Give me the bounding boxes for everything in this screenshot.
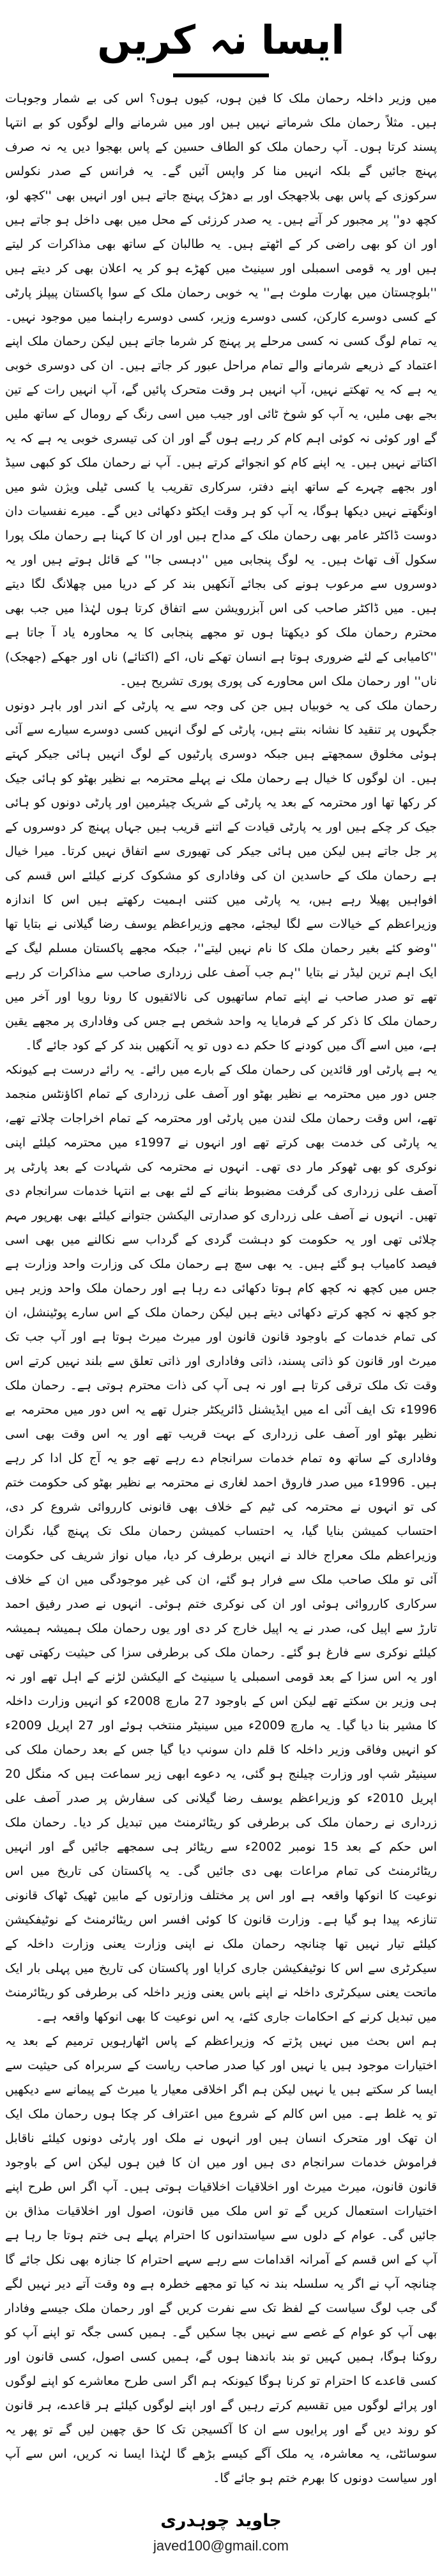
article-paragraph: ہم اس بحث میں نہیں پڑتے کہ وزیراعظم کے پاس اٹھارہویں ترمیم کے بعد یہ اختیارات موجود ہیں یا نہیں اور کیا صدر صاحب ریاست کے سربراہ کی حیثیت سے ایسا کر سکتے ہیں یا نہیں لیکن ہم اگر اخلاقی معیار یا میرٹ کے پیمانے سے دیکھیں تو یہ غلط ہے۔ میں اس کالم کے شروع میں اعتراف کر چکا ہوں رحمان ملک ایک ان تھک اور متحرک انسان ہیں اور انہوں نے ملک اور پارٹی دونوں کیلئے ناقابل فراموش خدمات سرانجام دی ہیں اور میں ان کا فین ہوں لیکن اس کے باوجود قانون قانون، میرٹ میرٹ اور اخلاقیات اخلاقیات ہوتی ہیں۔ آپ اگر اس طرح اپنے اختیارات استعمال کریں گے تو اس ملک میں قانون، اصول اور اخلاقیات مذاق بن جائیں گی۔ عوام کے دلوں سے سیاستدانوں کا احترام پہلے ہی ختم ہوتا جا رہا ہے آپ کے اس قسم کے آمرانہ اقدامات سے رہے سہے احترام کا جنازہ بھی نکل جائے گا چنانچہ آپ نے اگر یہ سلسلہ بند نہ کیا تو مجھے خطرہ ہے وہ وقت آتے دیر نہیں لگے گی جب لوگ سیاست کے لفظ تک سے نفرت کریں گے اور رحمان ملک جیسے وفادار بھی آپ کو عوام کے غصے سے نہیں بچا سکیں گے۔ ہمیں کسی جگہ تو اپنے آپ کو روکنا ہوگا، ہمیں کہیں تو بند باندھنا ہوں گے، ہمیں کسی اصول، کسی قانون اور کسی قاعدے کا احترام تو کرنا ہوگا کیونکہ ہم اگر اسی طرح معاشرے کو اپنے لوگوں اور پرائے لوگوں میں تقسیم کرتے رہیں گے اور اپنے لوگوں کیلئے ہر قاعدے، ہر قانون کو روند دیں گے اور پرایوں سے ان کا آکسیجن تک کا حق چھین لیں گے تو پھر یہ سوسائٹی، یہ معاشرہ، یہ ملک آگے کیسے بڑھے گا لہٰذا ایسا نہ کریں، اس سے آپ اور سیاست دونوں کا بھرم ختم ہو جائے گا۔ <box>5 2034 437 2485</box>
title-underline <box>173 73 269 77</box>
article-paragraph: رحمان ملک کی یہ خوبیاں ہیں جن کی وجہ سے یہ پارٹی کے اندر اور باہر دونوں جگہوں پر تنقید کا نشانہ بنتے ہیں، پارٹی کے لوگ انہیں کسی دوسرے سیارے سے آئی ہوئی مخلوق سمجھتے ہیں جبکہ دوسری پارٹیوں کے لوگ انہیں ہائی جیکر کہتے ہیں۔ ان لوگوں کا خیال ہے رحمان ملک نے پہلے محترمہ بے نظیر بھٹو کو ہائی جیک کر رکھا تھا اور محترمہ کے بعد یہ پارٹی کے شریک چیئرمین اور پارٹی دونوں کو ہائی جیک کر چکے ہیں اور یہ پارٹی قیادت کے اتنے قریب ہیں جہاں پہنچ کر دوسروں کے پر جل جاتے ہیں لیکن میں ہائی جیکر کی تھیوری سے اتفاق نہیں کرتا۔ میرا خیال ہے رحمان ملک کے حاسدین ان کی وفاداری کو مشکوک کرنے کیلئے اس قسم کی افواہیں پھیلا رہے ہیں، یہ پارٹی میں کتنی اہمیت رکھتے ہیں اس کا اندازہ وزیراعظم کے خیالات سے لگا لیجئے، مجھے وزیراعظم یوسف رضا گیلانی نے بتایا تھا ''وضو کئے بغیر رحمان ملک کا نام نہیں لیتے''، جبکہ مجھے پاکستان مسلم لیگ کے ایک اہم ترین لیڈر نے بتایا ''ہم جب آصف علی زرداری صاحب سے مذاکرات کر رہے تھے تو صدر صاحب نے اپنے تمام ساتھیوں کی نالائقیوں کا رونا رویا اور آخر میں رحمان ملک کا ذکر کر کے فرمایا یہ واحد شخص ہے جس کی وفاداری پر مجھے یقین ہے، میں اسے آگ میں کودنے کا حکم دے دوں تو یہ آنکھیں بند کر کے کود جائے گا۔ <box>5 698 437 1053</box>
author-email: javed100@gmail.com <box>153 2538 289 2554</box>
article-paragraph: یہ ہے پارٹی اور قائدین کی رحمان ملک کے بارے میں رائے۔ یہ رائے درست ہے کیونکہ جس دور میں محترمہ بے نظیر بھٹو اور آصف علی زرداری کے تمام اکاؤنٹس منجمد تھے، اس وقت رحمان ملک لندن میں پارٹی اور محترمہ کے تمام اخراجات چلاتے تھے، یہ پارٹی کی خدمت بھی کرتے تھے اور انہوں نے 1997ء میں محترمہ کیلئے اپنی نوکری کو بھی ٹھوکر مار دی تھی۔ انہوں نے محترمہ کی شہادت کے بعد پارٹی پر آصف علی زرداری کی گرفت مضبوط بنانے کے لئے بھی بے انتہا خدمات سرانجام دی تھیں۔ انہوں نے آصف علی زرداری کو صدارتی الیکشن جتوانے کیلئے بھی بھرپور مہم چلائی تھی اور یہ حکومت کو دہشت گردی کے گرداب سے نکالنے میں بھی اسی فیصد کامیاب ہو گئے ہیں۔ یہ بھی سچ ہے رحمان ملک کی وزارت واحد وزارت ہے جس میں کچھ نہ کچھ کام ہوتا دکھائی دے رہا ہے اور رحمان ملک واحد وزیر ہیں جو کچھ نہ کچھ کرتے دکھائی دیتے ہیں لیکن رحمان ملک کے اس سارے پوٹینشل، ان کی تمام خدمات کے باوجود قانون قانون اور میرٹ میرٹ ہوتا ہے اور آپ جب تک میرٹ اور قانون کو ذاتی پسند، ذاتی وفاداری اور ذاتی تعلق سے بلند نہیں کرتے اس وقت تک ملک ترقی کرتا ہے اور نہ ہی آپ کی ذات محترم ہوتی ہے۔ رحمان ملک 1996ء تک ایف آئی اے میں ایڈیشنل ڈائریکٹر جنرل تھے یہ اس دور میں محترمہ بے نظیر بھٹو اور آصف علی زرداری کے بہت قریب تھے اور یہ اس وقت بھی اسی وفاداری کے ساتھ وہ تمام خدمات سرانجام دے رہے تھے جو یہ آج کل ادا کر رہے ہیں۔ 1996ء میں صدر فاروق احمد لغاری نے محترمہ بے نظیر بھٹو کی حکومت ختم کی تو انہوں نے محترمہ کی ٹیم کے خلاف بھی قانونی کارروائی شروع کر دی، احتساب کمیشن بنایا گیا، یہ احتساب کمیشن رحمان ملک تک پہنچ گیا، نگران وزیراعظم ملک معراج خالد نے انہیں برطرف کر دیا، میاں نواز شریف کی حکومت آئی تو ملک صاحب ملک سے فرار ہو گئے، ان کی غیر موجودگی میں ان کے خلاف سرکاری کارروائی ہوئی اور ان کی نوکری ختم ہوئی۔ انہوں نے صدر رفیق احمد تارڑ سے اپیل کی، صدر نے یہ اپیل خارج کر دی اور یوں رحمان ملک ہمیشہ ہمیشہ کیلئے نوکری سے فارغ ہو گئے۔ رحمان ملک کی برطرفی سزا کی حیثیت رکھتی تھی اور یہ اس سزا کے بعد قومی اسمبلی یا سینیٹ کے الیکشن لڑنے کے اہل تھے اور نہ ہی وزیر بن سکتے تھے لیکن اس کے باوجود 27 مارچ 2008ء کو انہیں وزارت داخلہ کا مشیر بنا دیا گیا۔ یہ مارچ 2009ء میں سینیٹر منتخب ہوئے اور 27 اپریل 2009ء کو انہیں وفاقی وزیر داخلہ کا قلم دان سونپ دیا گیا جس کے بعد رحمان ملک کی سینیٹر شپ اور وزارت چیلنج ہو گئی، یہ دعوے ابھی زیر سماعت ہیں کہ منگل 20 اپریل 2010ء کو وزیراعظم یوسف رضا گیلانی کی سفارش پر صدر آصف علی زرداری نے رحمان ملک کی برطرفی کو ریٹائرمنٹ میں تبدیل کر دیا۔ رحمان ملک اس حکم کے بعد 15 نومبر 2002ء سے ریٹائر ہی سمجھے جائیں گے اور انہیں ریٹائرمنٹ کی تمام مراعات بھی دی جائیں گی۔ یہ پاکستان کی تاریخ میں اس نوعیت کا انوکھا واقعہ ہے اور اس پر مختلف وزارتوں کے مابین ٹھیک ٹھاک قانونی تنازعہ پیدا ہو گیا ہے۔ وزارت قانون کا کوئی افسر اس ریٹائرمنٹ کے نوٹیفکیشن کیلئے تیار نہیں تھا چنانچہ رحمان ملک نے اپنی وزارت یعنی وزارت داخلہ کے سیکرٹری سے اس کا نوٹیفکیشن جاری کرایا اور پاکستان کی تاریخ میں پہلی بار ایک ماتحت یعنی سیکرٹری داخلہ نے اپنے باس یعنی وزیر داخلہ کی برطرفی کو ریٹائرمنٹ میں تبدیل کرنے کے احکامات جاری کئے، یہ اس نوعیت کا بھی انوکھا واقعہ ہے۔ <box>5 1063 438 2024</box>
article-paragraph: میں وزیر داخلہ رحمان ملک کا فین ہوں، کیوں ہوں؟ اس کی بے شمار وجوہات ہیں۔ مثلاً رحمان ملک شرماتے نہیں ہیں اور میں شرمانے والے لوگوں کو بے انتہا پسند کرتا ہوں۔ آپ رحمان ملک کو الطاف حسین کے پاس بھجوا دیں یہ نہ صرف پہنچ جائیں گے بلکہ انہیں منا کر واپس آئیں گے۔ یہ فرانس کے صدر نکولس سرکوزی کے پاس بھی بلاجھجک اور بے دھڑک پہنچ جاتے ہیں اور انہیں بھی ''کچھ لو، کچھ دو'' پر مجبور کر آتے ہیں۔ یہ صدر کرزئی کے محل میں بھی داخل ہو جاتے ہیں اور ان کو بھی راضی کر کے اٹھتے ہیں۔ یہ طالبان کے ساتھ بھی مذاکرات کر لیتے ہیں اور یہ قومی اسمبلی اور سینیٹ میں کھڑے ہو کر یہ اعلان بھی کر دیتے ہیں ''بلوچستان میں بھارت ملوث ہے'' یہ خوبی رحمان ملک کے سوا پاکستان پیپلز پارٹی کے کسی دوسرے کارکن، کسی دوسرے وزیر، کسی دوسرے راہنما میں موجود نہیں۔ یہ تمام لوگ کسی نہ کسی مرحلے پر پہنچ کر شرما جاتے ہیں لیکن رحمان ملک اپنے اعتماد کے ذریعے شرمانے والے تمام مراحل عبور کر جاتے ہیں۔ ان کی دوسری خوبی یہ ہے کہ یہ تھکتے نہیں، آپ انہیں ہر وقت متحرک پائیں گے، آپ انہیں رات کے تین بجے بھی ملیں، یہ آپ کو شوخ ٹائی اور جیب میں اسی رنگ کے رومال کے ساتھ ملیں گے اور کوئی نہ کوئی اہم کام کر رہے ہوں گے اور ان کی تیسری خوبی یہ ہے کہ یہ اکتاتے نہیں ہیں۔ یہ اپنے کام کو انجوائے کرتے ہیں۔ آپ نے رحمان ملک کو کبھی سیڈ اور بجھے چہرے کے ساتھ اپنے دفتر، سرکاری تقریب یا کسی ٹیلی ویژن شو میں اونگھتے نہیں دیکھا ہوگا، یہ آپ کو ہر وقت ایکٹو دکھائی دیں گے۔ میرے نفسیات دان دوست ڈاکٹر عامر بھی رحمان ملک کے مداح ہیں اور ان کا کہنا ہے رحمان ملک پورا سکول آف تھاٹ ہیں۔ یہ لوگ پنجابی میں ''دہسی جا'' کے قائل ہوتے ہیں اور یہ دوسروں سے مرعوب ہونے کی بجائے آنکھیں بند کر کے دریا میں چھلانگ لگا دیتے ہیں۔ میں ڈاکٹر صاحب کی اس آبزرویشن سے اتفاق کرتا ہوں لہٰذا میں جب بھی محترم رحمان ملک کو دیکھتا ہوں تو مجھے پنجابی کا یہ محاورہ یاد آ جاتا ہے ''کامیابی کے لئے ضروری ہوتا ہے انسان تھکے ناں، اکے (اکتائے) ناں اور جھکے (جھجک) ناں'' اور رحمان ملک اس محاورے کی پوری پوری تشریح ہیں۔ <box>5 91 437 688</box>
article-body <box>5 86 437 2490</box>
masthead <box>5 4 437 86</box>
author-name: جاوید چوہدری <box>160 2511 282 2531</box>
article-title: ایسا نہ کریں <box>97 17 345 63</box>
article-footer <box>5 2507 437 2557</box>
